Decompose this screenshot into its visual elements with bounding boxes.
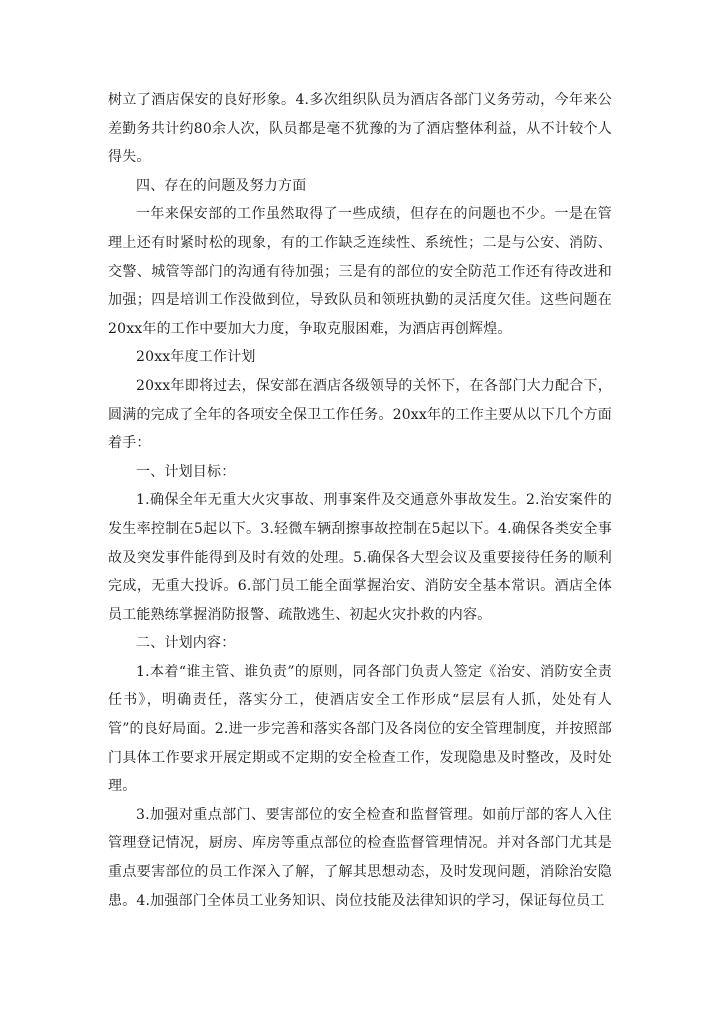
paragraph-plan-intro: 20xx年即将过去，保安部在酒店各级领导的关怀下，在各部门大力配合下，圆满的完成了全年的各项安全保卫工作任务。20xx年的工作主要从以下几个方面着手： [108, 377, 612, 452]
paragraph-problems: 一年来保安部的工作虽然取得了一些成绩，但存在的问题也不少。一是在管理上还有时紧时松的现象，有的工作缺乏连续性、系统性；二是与公安、消防、交警、城管等部门的沟通有待加强；三是有的部位的安全防范工作还有待改进和加强；四是培训工作没做到位，导致队员和领班执勤的灵活度欠佳。这些问题在20xx年的工作中要加大力度，争取克服困难，为酒店再创辉煌。 [108, 206, 612, 337]
paragraph-content-2: 3.加强对重点部门、要害部位的安全检查和监督管理。如前厅部的客人入住管理登记情况，厨房、库房等重点部位的检查监督管理情况。并对各部门尤其是重点要害部位的员工作深入了解，了解其思想动态，及时发现问题，消除治安隐患。4.加强部门全体员工业务知识、岗位技能及法律知识的学习，保证每位员工 [108, 806, 612, 909]
section-heading-problems: 四、存在的问题及努力方面 [136, 177, 307, 194]
section-heading-content: 二、计划内容： [136, 635, 236, 652]
paragraph-content-1: 1.本着“谁主管、谁负责”的原则，同各部门负责人签定《治安、消防安全责任书》，明确责任，落实分工，使酒店安全工作形成“层层有人抓，处处有人管”的良好局面。2.进一步完善和落实各部门及各岗位的安全管理制度，并按照部门具体工作要求开展定期或不定期的安全检查工作，发现隐患及时整改，及时处理。 [108, 663, 612, 795]
paragraph-goals: 1.确保全年无重大火灾事故、刑事案件及交通意外事故发生。2.治安案件的发生率控制在5起以下。3.轻微车辆刮擦事故控制在5起以下。4.确保各类安全事故及突发事件能得到及时有效的处理。5.确保各大型会议及重要接待任务的顺利完成，无重大投诉。6.部门员工能全面掌握治安、消防安全基本常识。酒店全体员工能熟练掌握消防报警、疏散逃生、初起火灾扑救的内容。 [108, 492, 612, 623]
section-heading-goals: 一、计划目标： [136, 463, 236, 480]
document-body [108, 86, 612, 915]
paragraph-continuation: 树立了酒店保安的良好形象。4.多次组织队员为酒店各部门义务劳动，今年来公差勤务共计约80余人次，队员都是毫不犹豫的为了酒店整体利益，从不计较个人得失。 [108, 92, 612, 166]
plan-title: 20xx年度工作计划 [136, 349, 256, 366]
